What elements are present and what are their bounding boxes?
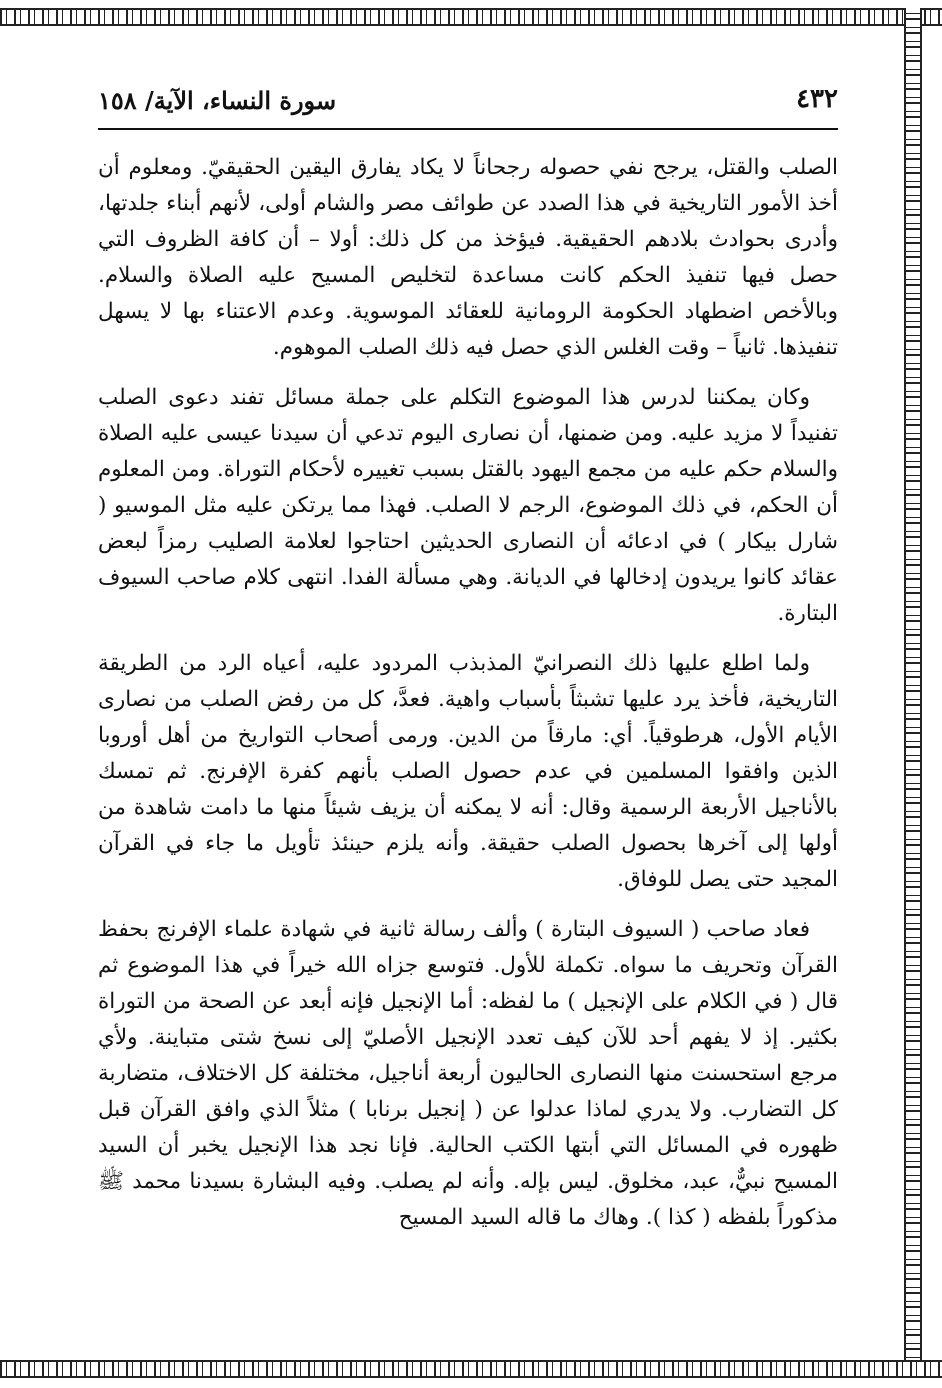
header-rule [98,128,838,130]
paragraph-2: وكان يمكننا لدرس هذا الموضوع التكلم على جملة مسائل تفند دعوى الصلب تفنيداً لا مزيد عليه. ومن ضمنها، أن نصارى اليوم تدعي أن سيدنا عيسى عليه الصلاة والسلام حكم عليه من مجمع اليهود بالقتل بسبب تغييره لأحكام التوراة. ومن المعلوم أن الحكم، في ذلك الموضوع، الرجم لا الصلب. فهذا مما يرتكن عليه مثل الموسيو ( شارل بيكار ) في ادعائه أن النصارى الحديثين احتاجوا لعلامة الصليب رمزاً لبعض عقائد كانوا يريدون إدخالها في الديانة. وهي مسألة الفدا. انتهى كلام صاحب السيوف البتارة. [98,385,838,626]
decorative-border-top [0,8,942,26]
paragraph-3: ولما اطلع عليها ذلك النصرانيّ المذبذب المردود عليه، أعياه الرد من الطريقة التاريخية، فأخذ يرد عليها تشبثاً بأسباب واهية. فعدَّ، كل من رفض الصلب من نصارى الأيام الأول، هرطوقياً. أي: مارقاً من الدين. ورمى أصحاب التواريخ من أهل أوروبا الذين وافقوا المسلمين في عدم حصول الصلب بأنهم كفرة الإفرنج. ثم تمسك بالأناجيل الأربعة الرسمية وقال: أنه لا يمكنه أن يزيف شيئاً منها ما دامت شاهدة من أولها إلى آخرها بحصول الصلب حقيقة. وأنه يلزم حينئذ تأويل ما جاء في القرآن المجيد حتى يصل للوفاق. [98,651,838,892]
paragraph-4: فعاد صاحب ( السيوف البتارة ) وألف رسالة ثانية في شهادة علماء الإفرنج بحفظ القرآن وتحريف ما سواه. تكملة للأول. فتوسع جزاه الله خيراً في هذا الموضوع ثم قال ( في الكلام على الإنجيل ) ما لفظه: أما الإنجيل فإنه أبعد عن الصحة من التوراة بكثير. إذ لا يفهم أحد للآن كيف تعدد الإنجيل الأصليّ إلى نسخ شتى متباينة. ولأي مرجع استحسنت منها النصارى الحاليون أربعة أناجيل، مختلفة كل الاختلاف، متضاربة كل التضارب. ولا يدري لماذا عدلوا عن ( إنجيل برنابا ) مثلاً الذي وافق القرآن قبل ظهوره في المسائل التي أبتها الكتب الحالية. فإنا نجد هذا الإنجيل يخبر أن السيد المسيح نبيٌّ، عبد، مخلوق. ليس بإله. وأنه لم يصلب. وفيه البشارة بسيدنا محمد ﷺ مذكوراً بلفظه ( كذا ). وهاك ما قاله السيد المسيح [98,917,838,1230]
page-number: ٤٣٢ [796,84,838,114]
body-text [98,150,838,1250]
paragraph-1: الصلب والقتل، يرجح نفي حصوله رجحاناً لا يكاد يفارق اليقين الحقيقيّ. ومعلوم أن أخذ الأمور التاريخية في هذا الصدد عن طوائف مصر والشام أولى، لأنهم أبناء جلدتها، وأدرى بحوادث بلادهم الحقيقية. فيؤخذ من كل ذلك: أولا – أن كافة الظروف التي حصل فيها تنفيذ الحكم كانت مساعدة لتخليص المسيح عليه الصلاة والسلام. وبالأخص اضطهاد الحكومة الرومانية للعقائد الموسوية. وعدم الاعتناء بها لا يسهل تنفيذها. ثانياً – وقت الغلس الذي حصل فيه ذلك الصلب الموهوم. [98,155,838,360]
page-header [98,80,838,124]
running-title: سورة النساء، الآية/ ١٥٨ [98,86,337,115]
decorative-border-bottom [0,1360,942,1378]
decorative-border-right [904,8,922,1378]
